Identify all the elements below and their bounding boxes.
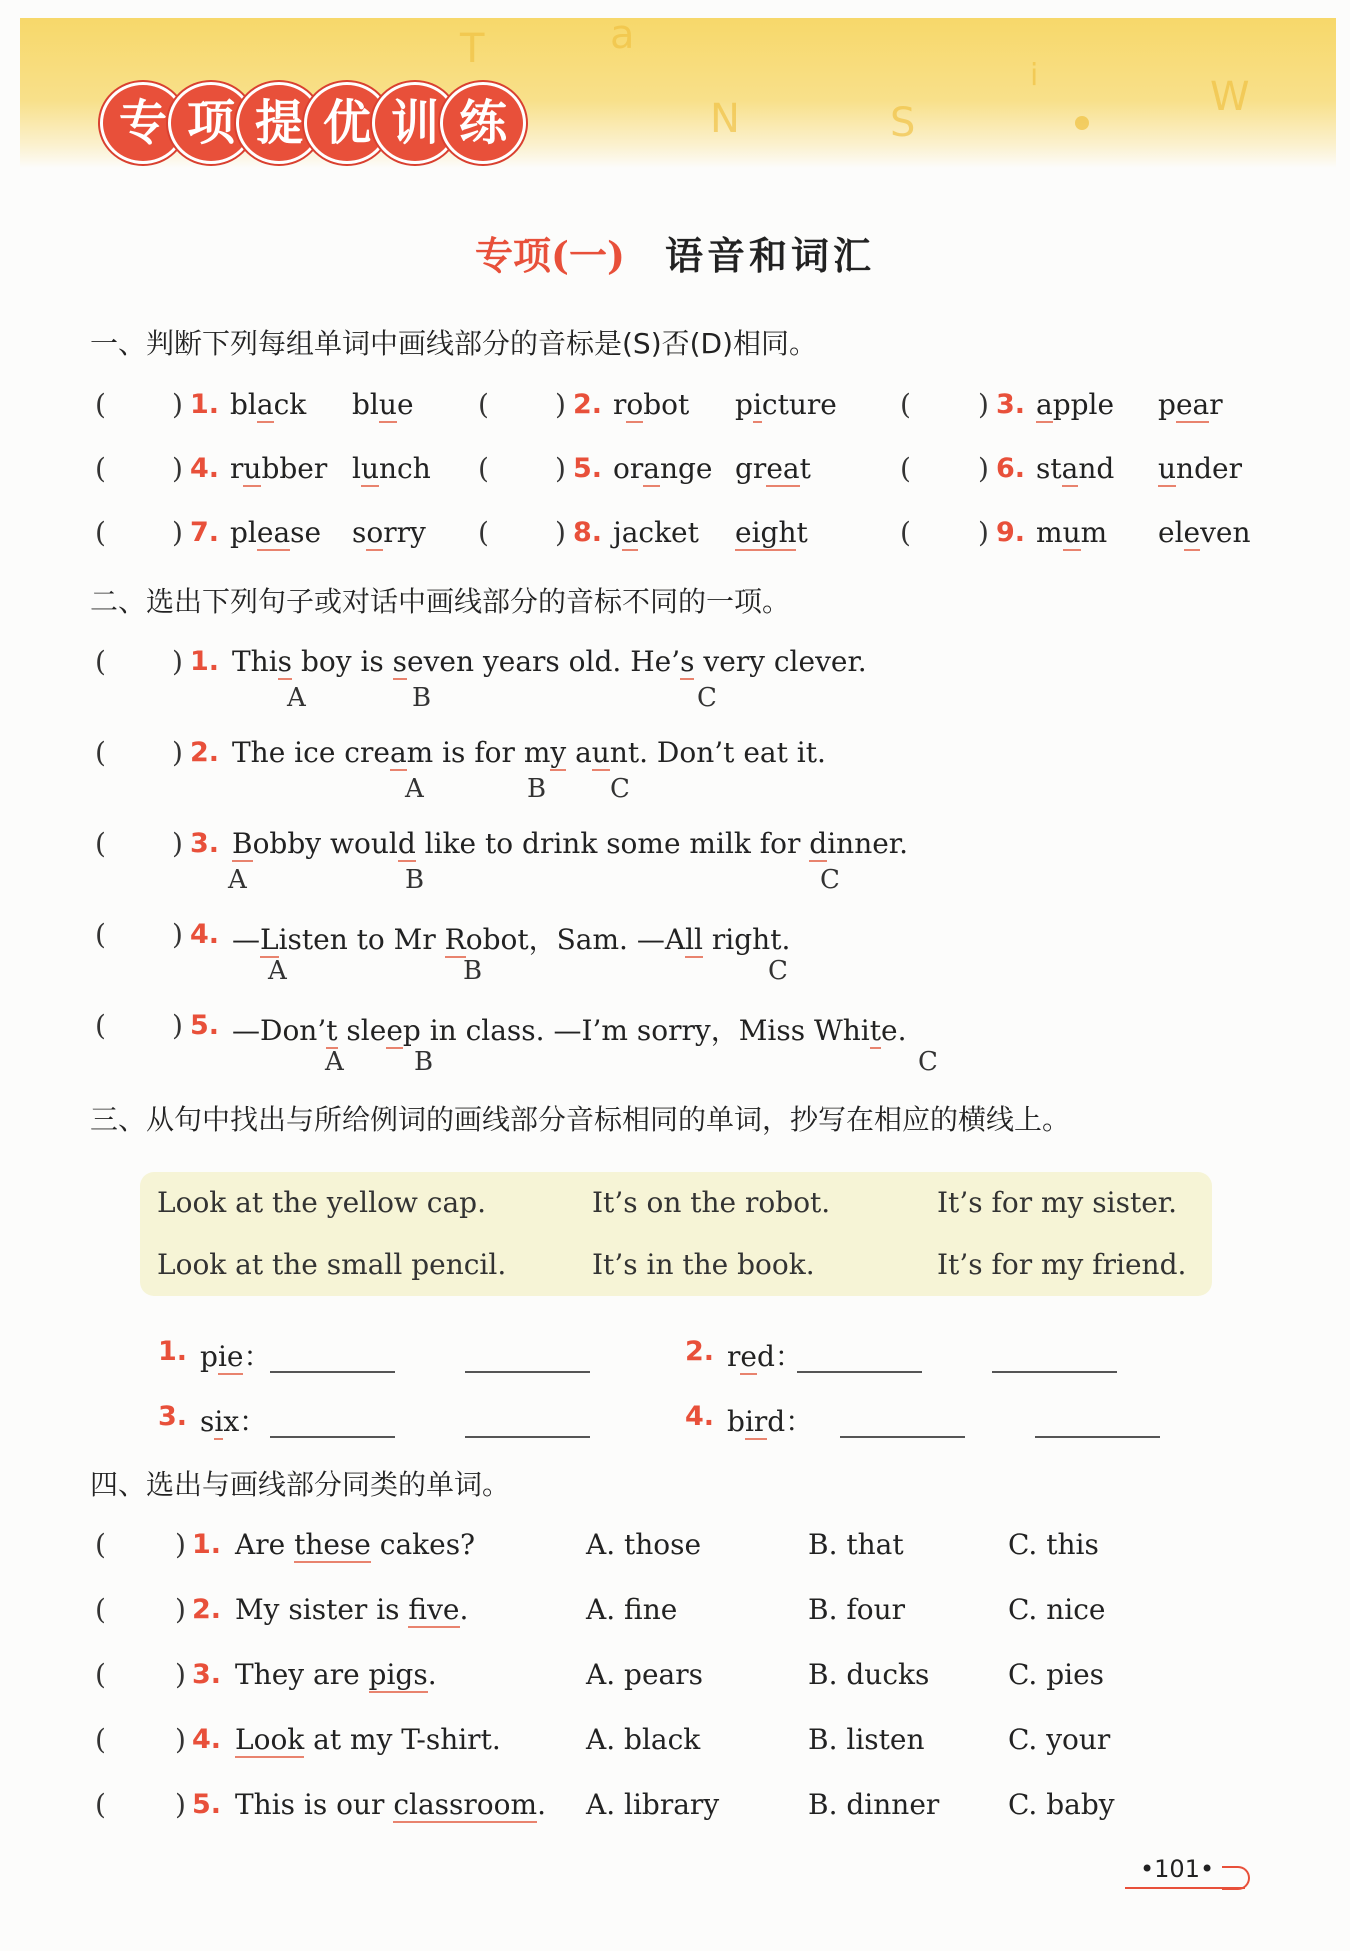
answer-paren-close: ): [172, 736, 183, 769]
option-b: B. four: [808, 1593, 906, 1626]
decor-dot: [1075, 116, 1089, 130]
answer-paren-open: (: [95, 827, 106, 860]
answer-paren-close: ): [172, 452, 183, 485]
example-word: red：: [727, 1340, 803, 1373]
banner-char: 专: [100, 82, 186, 164]
word: pear: [1158, 388, 1223, 421]
answer-blank[interactable]: [270, 1435, 395, 1438]
answer-paren-open: (: [900, 388, 911, 421]
word: blue: [352, 388, 414, 421]
answer-paren-open: (: [95, 516, 106, 549]
item-number: 3.: [192, 1659, 222, 1690]
option-a: A. pears: [586, 1658, 703, 1691]
item-number: 5.: [573, 453, 603, 484]
choice-label-c: C: [610, 774, 630, 804]
item-number: 3.: [996, 389, 1026, 420]
item-number: 4.: [190, 919, 220, 950]
sentence: The ice cream is for my aunt. Don’t eat it.: [232, 736, 826, 769]
answer-paren-open: (: [478, 388, 489, 421]
sentence: —Don’t sleep in class. —I’m sorry，Miss White.: [232, 1014, 907, 1047]
choice-label-b: B: [405, 865, 425, 895]
item-number: 2.: [685, 1336, 715, 1367]
banner-char: 提: [236, 82, 322, 164]
item-number: 5.: [190, 1010, 220, 1041]
answer-paren-close: ): [175, 1528, 186, 1561]
word: rubber: [230, 452, 328, 485]
example-word: bird：: [727, 1405, 814, 1438]
answer-paren-open: (: [95, 1528, 106, 1561]
choice-label-b: B: [412, 683, 432, 713]
choice-label-b: B: [527, 774, 547, 804]
answer-blank[interactable]: [840, 1435, 965, 1438]
item-number: 4.: [192, 1724, 222, 1755]
example-sentence: Look at the yellow cap.: [157, 1186, 486, 1219]
answer-blank[interactable]: [270, 1370, 395, 1373]
example-word: pie：: [200, 1340, 272, 1373]
question: This is our classroom.: [235, 1788, 546, 1821]
answer-paren-close: ): [978, 388, 989, 421]
decor-letter: a: [610, 12, 635, 58]
item-number: 5.: [192, 1789, 222, 1820]
word: black: [230, 388, 307, 421]
answer-paren-close: ): [555, 516, 566, 549]
choice-label-c: C: [697, 683, 717, 713]
answer-blank[interactable]: [465, 1370, 590, 1373]
answer-paren-open: (: [900, 516, 911, 549]
choice-label-b: B: [463, 956, 483, 986]
example-sentence-box: [140, 1172, 1212, 1296]
answer-blank[interactable]: [465, 1435, 590, 1438]
option-a: A. those: [586, 1528, 702, 1561]
answer-paren-open: (: [95, 1593, 106, 1626]
question: My sister is five.: [235, 1593, 469, 1626]
page-title: [0, 225, 1350, 280]
option-b: B. ducks: [808, 1658, 930, 1691]
answer-paren-close: ): [175, 1788, 186, 1821]
word: stand: [1036, 452, 1115, 485]
item-number: 3.: [158, 1401, 188, 1432]
item-number: 1.: [192, 1529, 222, 1560]
decor-letter: T: [460, 26, 485, 72]
example-sentence: It’s for my sister.: [937, 1186, 1177, 1219]
option-c: C. pies: [1008, 1658, 1105, 1691]
section4-heading: 四、选出与画线部分同类的单词。: [90, 1468, 511, 1501]
item-number: 6.: [996, 453, 1026, 484]
item-number: 1.: [190, 646, 220, 677]
banner-char: 优: [304, 82, 390, 164]
section1-heading: 一、判断下列每组单词中画线部分的音标是(S)否(D)相同。: [90, 327, 818, 360]
option-c: C. this: [1008, 1528, 1099, 1561]
answer-paren-close: ): [175, 1723, 186, 1756]
answer-paren-close: ): [555, 452, 566, 485]
title-part2: 语音和词汇: [664, 233, 875, 278]
choice-label-b: B: [414, 1047, 434, 1077]
word: lunch: [352, 452, 431, 485]
sentence: Bobby would like to drink some milk for dinner.: [232, 827, 909, 860]
decor-letter: S: [890, 100, 916, 146]
page-number-curl: [1222, 1866, 1250, 1890]
sentence: This boy is seven years old. He’s very clever.: [232, 645, 867, 678]
choice-label-a: A: [405, 774, 424, 804]
option-c: C. your: [1008, 1723, 1111, 1756]
option-b: B. dinner: [808, 1788, 940, 1821]
answer-paren-open: (: [95, 1658, 106, 1691]
choice-label-c: C: [918, 1047, 938, 1077]
banner-char: 训: [372, 82, 458, 164]
answer-paren-close: ): [978, 452, 989, 485]
item-number: 1.: [190, 389, 220, 420]
word: robot: [613, 388, 690, 421]
answer-paren-close: ): [555, 388, 566, 421]
choice-label-c: C: [768, 956, 788, 986]
choice-label-a: A: [287, 683, 306, 713]
answer-paren-open: (: [900, 452, 911, 485]
word: please: [230, 516, 322, 549]
answer-blank[interactable]: [1035, 1435, 1160, 1438]
answer-paren-open: (: [95, 918, 106, 951]
question: Look at my T-shirt.: [235, 1723, 501, 1756]
answer-paren-close: ): [175, 1593, 186, 1626]
option-b: B. listen: [808, 1723, 925, 1756]
word: mum: [1036, 516, 1108, 549]
item-number: 2.: [190, 737, 220, 768]
option-c: C. baby: [1008, 1788, 1115, 1821]
page-number: •101•: [1140, 1855, 1215, 1883]
answer-paren-close: ): [172, 827, 183, 860]
option-b: B. that: [808, 1528, 904, 1561]
answer-paren-open: (: [95, 1009, 106, 1042]
item-number: 7.: [190, 517, 220, 548]
section3-heading: 三、从句中找出与所给例词的画线部分音标相同的单词，抄写在相应的横线上。: [90, 1103, 1071, 1136]
choice-label-a: A: [268, 956, 287, 986]
word: jacket: [613, 516, 699, 549]
item-number: 2.: [573, 389, 603, 420]
item-number: 1.: [158, 1336, 188, 1367]
answer-paren-close: ): [172, 388, 183, 421]
item-number: 4.: [685, 1401, 715, 1432]
answer-paren-close: ): [175, 1658, 186, 1691]
word: apple: [1036, 388, 1115, 421]
choice-label-a: A: [228, 865, 247, 895]
answer-paren-close: ): [172, 645, 183, 678]
answer-paren-open: (: [95, 388, 106, 421]
word: under: [1158, 452, 1242, 485]
decor-letter: N: [710, 96, 740, 142]
answer-paren-open: (: [478, 516, 489, 549]
section2-heading: 二、选出下列句子或对话中画线部分的音标不同的一项。: [90, 585, 791, 618]
answer-paren-open: (: [95, 452, 106, 485]
answer-paren-open: (: [95, 1788, 106, 1821]
answer-paren-open: (: [95, 736, 106, 769]
item-number: 3.: [190, 828, 220, 859]
example-sentence: Look at the small pencil.: [157, 1248, 507, 1281]
example-sentence: It’s in the book.: [592, 1248, 815, 1281]
word: orange: [613, 452, 713, 485]
word: eleven: [1158, 516, 1251, 549]
item-number: 2.: [192, 1594, 222, 1625]
item-number: 8.: [573, 517, 603, 548]
answer-paren-open: (: [95, 1723, 106, 1756]
option-a: A. black: [586, 1723, 701, 1756]
question: Are these cakes?: [235, 1528, 476, 1561]
decor-letter: W: [1210, 74, 1250, 120]
item-number: 4.: [190, 453, 220, 484]
example-word: six：: [200, 1405, 268, 1438]
option-a: A. fine: [586, 1593, 678, 1626]
word: eight: [735, 516, 808, 549]
word: great: [735, 452, 811, 485]
question: They are pigs.: [235, 1658, 437, 1691]
word: picture: [735, 388, 837, 421]
answer-paren-open: (: [95, 645, 106, 678]
decor-letter: i: [1030, 58, 1039, 93]
title-part1: 专项(一): [475, 233, 625, 278]
answer-paren-close: ): [172, 918, 183, 951]
answer-paren-close: ): [978, 516, 989, 549]
item-number: 9.: [996, 517, 1026, 548]
banner-char: 项: [168, 82, 254, 164]
answer-paren-open: (: [478, 452, 489, 485]
option-a: A. library: [586, 1788, 720, 1821]
choice-label-a: A: [325, 1047, 344, 1077]
sentence: —Listen to Mr Robot，Sam. —All right.: [232, 923, 791, 956]
banner-char: 练: [440, 82, 526, 164]
choice-label-c: C: [820, 865, 840, 895]
answer-blank[interactable]: [992, 1370, 1117, 1373]
answer-paren-close: ): [172, 516, 183, 549]
example-sentence: It’s for my friend.: [937, 1248, 1187, 1281]
example-sentence: It’s on the robot.: [592, 1186, 831, 1219]
answer-paren-close: ): [172, 1009, 183, 1042]
word: sorry: [352, 516, 426, 549]
option-c: C. nice: [1008, 1593, 1106, 1626]
answer-blank[interactable]: [797, 1370, 922, 1373]
banner-title: [100, 82, 508, 164]
